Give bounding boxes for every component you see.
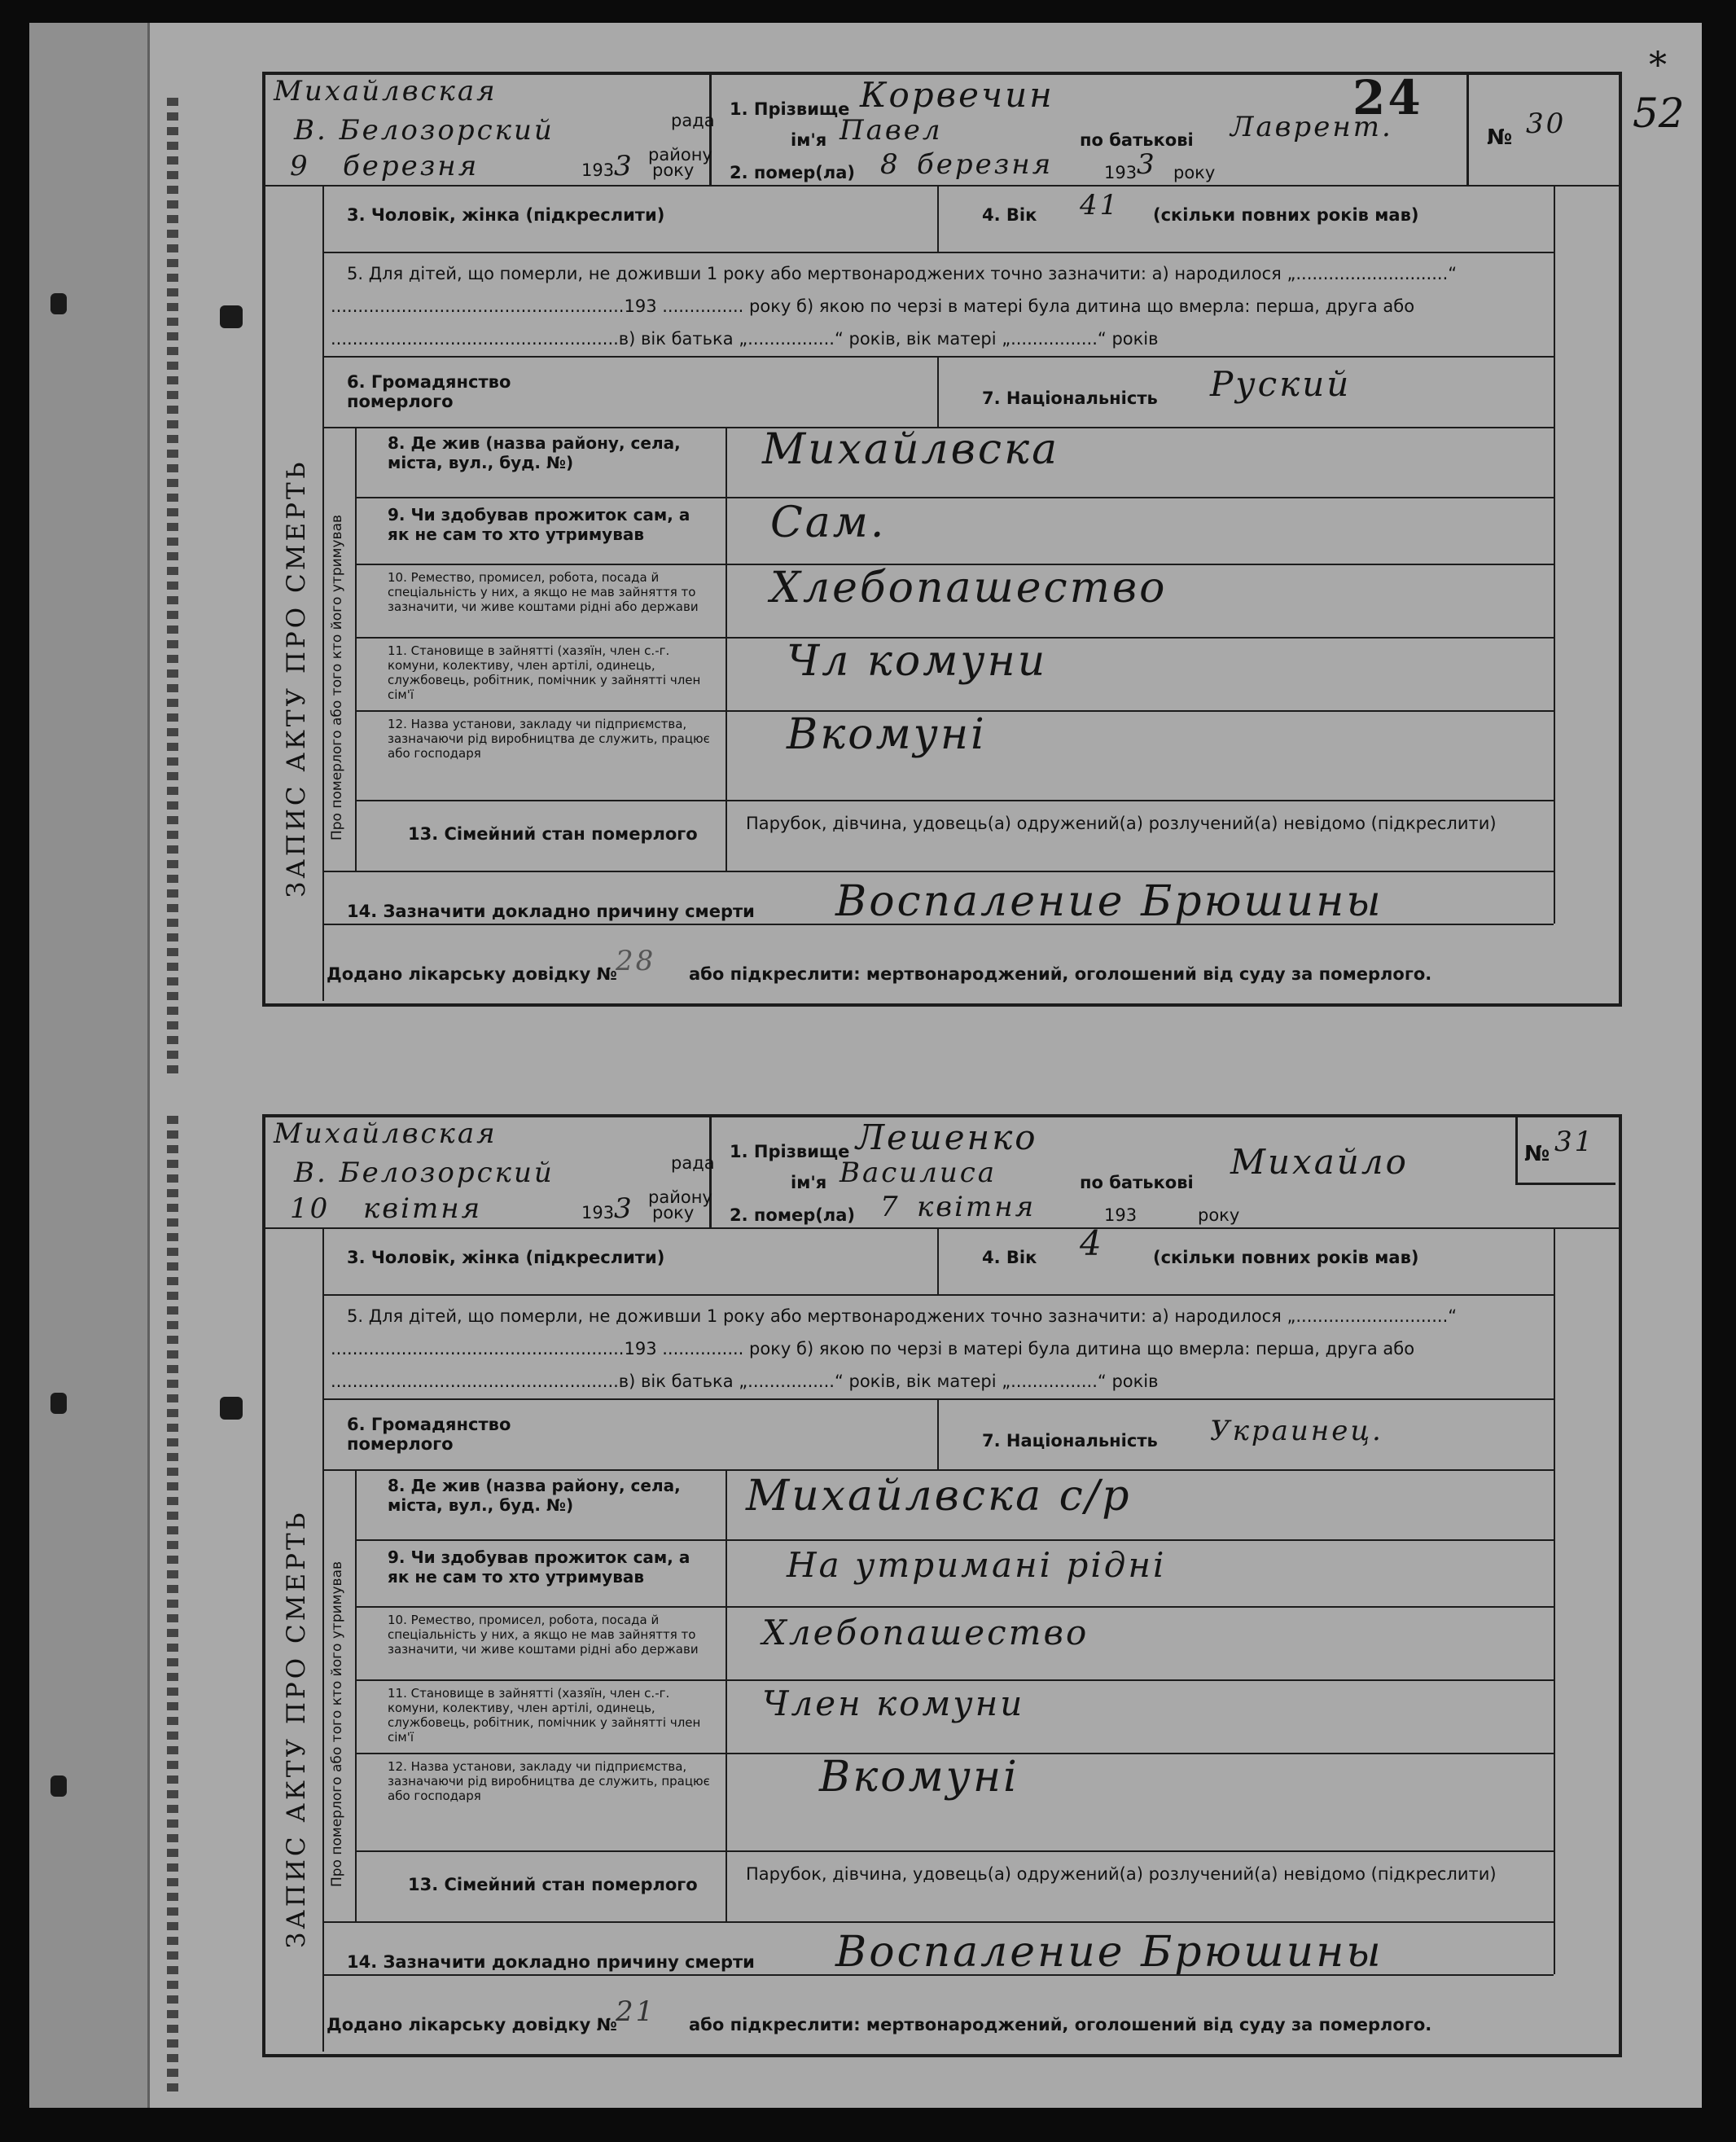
binding-hole: [220, 305, 243, 328]
field-12-label: 12. Назва установи, закладу чи підприємства, зазначаючи рід виробництва де служить, працює або господаря: [388, 717, 710, 761]
binding-hole: [50, 1775, 67, 1797]
field-10-hand: Хлебопашество: [770, 564, 1168, 612]
surname-hand: Лешенко: [856, 1117, 1038, 1157]
village-hand: Михайлвская: [274, 1117, 498, 1150]
field-13-options: Парубок, дівчина, удовець(а) одружений(а) розлучений(а) невідомо (підкреслити): [746, 814, 1497, 833]
date-day: 9: [290, 150, 310, 182]
field-10-label: 10. Ремество, промисел, робота, посада й спеціальність у них, а якщо не мав зайняття то зазначити, чи живе коштами рідні або держави: [388, 570, 699, 614]
no-hand: 31: [1554, 1126, 1595, 1158]
died-suffix: року: [1198, 1205, 1240, 1225]
field-7-hand: Украинец.: [1210, 1415, 1383, 1447]
field-3-label: 3. Чоловік, жінка (підкреслити): [347, 1248, 665, 1267]
field-10-hand: Хлебопашество: [762, 1613, 1089, 1653]
field-13-label: 13. Сімейний стан померлого: [408, 1875, 698, 1894]
field-11-hand: Член комуни: [762, 1683, 1025, 1723]
margin-mark-a: *: [1649, 45, 1667, 86]
village-suffix: рада: [671, 1153, 715, 1173]
death-record-2: [262, 1114, 1622, 2057]
surname-label: 1. Прізвище: [730, 99, 850, 119]
field-5-line1: 5. Для дітей, що померли, не доживши 1 року або мертвонароджених точно зазначити: а) народилося „............................“: [347, 264, 1458, 283]
field-8-label: 8. Де жив (назва району, села, міста, вул., буд. №): [388, 1476, 681, 1515]
field-14-label: 14. Зазначити докладно причину смерти: [347, 902, 755, 921]
date-month: березня: [343, 150, 480, 182]
field-5-line2: ......................................................193 ............... року б) якою по черзі в матері була дитина що вмерла: перша, друга або: [331, 1339, 1415, 1359]
footer-post: або підкреслити: мертвонароджений, оголошений від суду за померлого.: [689, 2015, 1432, 2034]
name-label: ім'я: [791, 1173, 827, 1192]
no-label: №: [1524, 1142, 1550, 1166]
vertical-subtitle: Про померлого або того кто його утримував: [329, 514, 345, 841]
field-6-label: 6. Громадянство померлого: [347, 372, 511, 411]
field-12-label: 12. Назва установи, закладу чи підприємства, зазначаючи рід виробництва де служить, працює або господаря: [388, 1759, 710, 1803]
died-year-hand: 3: [1137, 148, 1157, 181]
footer-pre: Додано лікарську довідку №: [327, 964, 617, 984]
district-hand: В. Белозорский: [294, 114, 555, 147]
field-3-label: 3. Чоловік, жінка (підкреслити): [347, 205, 665, 225]
field-12-hand: Вкомуні: [819, 1753, 1019, 1802]
date-year-prefix: 193: [581, 1203, 615, 1222]
field-11-label: 11. Становище в зайнятті (хазяїн, член с.-г. комуни, колективу, член артілі, одинець, службовець, робітник, помічник у зайнятті член сім'ї: [388, 643, 701, 702]
field-7-label: 7. Національність: [982, 1431, 1158, 1451]
died-year-prefix: 193: [1104, 163, 1138, 182]
date-suffix: року: [652, 1203, 695, 1222]
field-5-line3: .....................................................в) вік батька „................“ років, вік матері „................“ років: [331, 329, 1159, 349]
vertical-title: ЗАПИС АКТУ ПРО СМЕРТЬ: [282, 1509, 311, 1948]
date-year-hand: 3: [614, 150, 634, 182]
field-9-hand: На утримані рідні: [787, 1545, 1167, 1585]
patronymic-label: по батькові: [1080, 130, 1194, 150]
field-8-label: 8. Де жив (назва району, села, міста, вул., буд. №): [388, 433, 681, 472]
date-day: 10: [290, 1192, 331, 1225]
page-mark: 24: [1352, 70, 1423, 125]
district-suffix: району: [648, 145, 712, 165]
field-4-suffix: (скільки повних років мав): [1153, 205, 1419, 225]
field-9-label: 9. Чи здобував прожиток сам, а як не сам то хто утримував: [388, 505, 690, 544]
footer-post: або підкреслити: мертвонароджений, оголошений від суду за померлого.: [689, 964, 1432, 984]
field-8-hand: Михайлвска: [762, 425, 1060, 474]
district-suffix: району: [648, 1187, 712, 1207]
field-13-options: Парубок, дівчина, удовець(а) одружений(а) розлучений(а) невідомо (підкреслити): [746, 1864, 1497, 1884]
died-day: 8: [880, 148, 901, 181]
field-14-label: 14. Зазначити докладно причину смерти: [347, 1952, 755, 1972]
header-right: [709, 70, 1619, 185]
patronymic-hand: Михайло: [1230, 1142, 1409, 1182]
field-14-hand: Воспаление Брюшины: [835, 1928, 1383, 1977]
no-hand: 30: [1526, 108, 1567, 140]
record-number-box: [1466, 75, 1615, 185]
patronymic-label: по батькові: [1080, 1173, 1194, 1192]
date-year-hand: 3: [614, 1192, 634, 1225]
record-number-box: [1515, 1117, 1615, 1185]
died-month: березня: [917, 148, 1054, 181]
surname-hand: Корвечин: [860, 75, 1054, 115]
field-4-label: 4. Вік: [982, 1248, 1037, 1267]
field-11-label: 11. Становище в зайнятті (хазяїн, член с.-г. комуни, колективу, член артілі, одинець, службовець, робітник, помічник у зайнятті член сім'ї: [388, 1686, 701, 1745]
field-5-line2: ......................................................193 ............... року б) якою по черзі в матері була дитина що вмерла: перша, друга або: [331, 296, 1415, 316]
date-year-prefix: 193: [581, 160, 615, 180]
death-record-1: [262, 72, 1622, 1007]
patronymic-hand: Лаврент.: [1230, 111, 1393, 143]
field-9-hand: Сам.: [770, 498, 887, 547]
died-suffix: року: [1173, 163, 1216, 182]
date-month: квітня: [363, 1192, 483, 1225]
field-8-hand: Михайлвска с/р: [746, 1472, 1132, 1521]
died-month: квітня: [917, 1191, 1037, 1223]
header-left: [265, 1117, 715, 1227]
margin-mark-b: 52: [1633, 90, 1685, 137]
field-12-hand: Вкомуні: [787, 710, 987, 759]
district-hand: В. Белозорский: [294, 1157, 555, 1189]
field-13-label: 13. Сімейний стан померлого: [408, 824, 698, 844]
field-6-label: 6. Громадянство померлого: [347, 1415, 511, 1454]
died-year-prefix: 193: [1104, 1205, 1138, 1225]
village-hand: Михайлвская: [274, 75, 498, 108]
field-9-label: 9. Чи здобував прожиток сам, а як не сам то хто утримував: [388, 1547, 690, 1587]
field-4-hand: 41: [1080, 189, 1120, 222]
name-hand: Павел: [840, 114, 943, 147]
surname-label: 1. Прізвище: [730, 1142, 850, 1161]
binding-hole: [220, 1397, 243, 1420]
no-label: №: [1487, 125, 1513, 150]
stitching: [167, 98, 178, 1075]
footer-pre: Додано лікарську довідку №: [327, 2015, 617, 2034]
died-day: 7: [880, 1191, 901, 1223]
header-left: [265, 75, 715, 185]
footer-hand: 21: [616, 1995, 656, 2028]
footer-hand: 28: [616, 945, 656, 977]
binding-spine: [29, 23, 150, 2108]
field-11-hand: Чл комуни: [787, 637, 1048, 686]
name-hand: Василиса: [840, 1157, 997, 1189]
stitching: [167, 1116, 178, 2093]
field-14-hand: Воспаление Брюшины: [835, 877, 1383, 926]
village-suffix: рада: [671, 111, 715, 130]
name-label: ім'я: [791, 130, 827, 150]
field-4-label: 4. Вік: [982, 205, 1037, 225]
field-5-line1: 5. Для дітей, що померли, не доживши 1 року або мертвонароджених точно зазначити: а) народилося „............................“: [347, 1306, 1458, 1326]
field-4-hand: 4: [1080, 1223, 1104, 1263]
died-label: 2. помер(ла): [730, 163, 856, 182]
date-suffix: року: [652, 160, 695, 180]
field-7-label: 7. Національність: [982, 388, 1158, 408]
field-5-line3: .....................................................в) вік батька „................“ років, вік матері „................“ років: [331, 1372, 1159, 1391]
vertical-title: ЗАПИС АКТУ ПРО СМЕРТЬ: [282, 459, 311, 898]
binding-hole: [50, 1393, 67, 1414]
field-7-hand: Руский: [1210, 364, 1352, 404]
died-label: 2. помер(ла): [730, 1205, 856, 1225]
field-10-label: 10. Ремество, промисел, робота, посада й спеціальність у них, а якщо не мав зайняття то зазначити, чи живе коштами рідні або держави: [388, 1613, 699, 1657]
vertical-subtitle: Про померлого або того кто його утримував: [329, 1560, 345, 1888]
field-4-suffix: (скільки повних років мав): [1153, 1248, 1419, 1267]
binding-hole: [50, 293, 67, 314]
header-right: [709, 1117, 1619, 1227]
